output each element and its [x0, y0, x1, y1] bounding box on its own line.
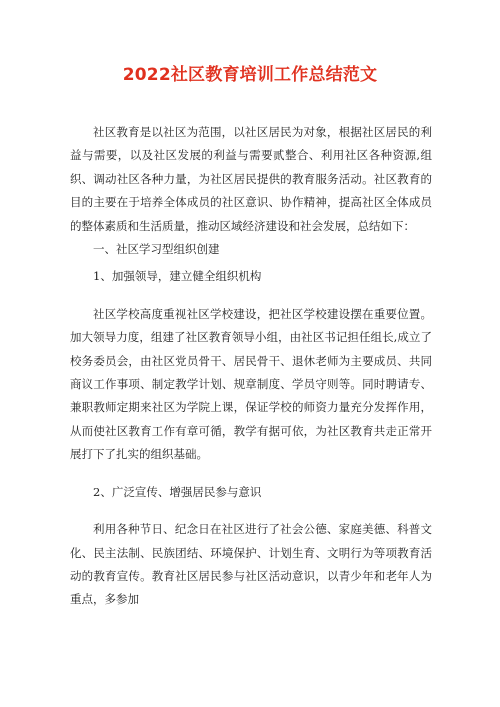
subsection-heading-2: 2、广泛宣传、增强居民参与意识 [93, 484, 262, 499]
subsection-heading-1: 1、加强领导，建立健全组织机构 [93, 269, 262, 284]
body-paragraph-1: 社区学校高度重视社区学校建设，把社区学校建设摆在重要位置。加大领导力度，组建了社区教育领导小组，由社区书记担任组长,成立了校务委员会，由社区党员骨干、居民骨干、退休老师为主要成员、共同商议工作事项、制定教学计划、规章制度、学员守则等。同时聘请专、兼职教师定期来社区为学院上课，保证学校的师资力量充分发挥作用，从而使社区教育工作有章可循，教学有据可依，为社区教育共走正常开展打下了扎实的组织基础。 [70, 306, 432, 462]
document-body [70, 121, 432, 612]
body-paragraph-2: 利用各种节日、纪念日在社区进行了社会公德、家庭美德、科普文化、民主法制、民族团结、环境保护、计划生育、文明行为等项教育活动的教育宣传。教育社区居民参与社区活动意识，以青少年和老年人为重点，多参加 [70, 522, 432, 607]
document-title: 2022社区教育培训工作总结范文 [122, 65, 378, 85]
section-heading-1: 一、社区学习型组织创建 [93, 242, 220, 257]
intro-paragraph: 社区教育是以社区为范围，以社区居民为对象，根据社区居民的利益与需要，以及社区发展的利益与需要贰整合、利用社区各种资源,组织、调动社区各种力量，为社区居民提供的教育服务活动。社区教育的目的主要在于培养全体成员的社区意识、协作精神，提高社区全体成员的整体素质和生活质量，推动区域经济建设和社会发展，总结如下： [70, 125, 432, 233]
